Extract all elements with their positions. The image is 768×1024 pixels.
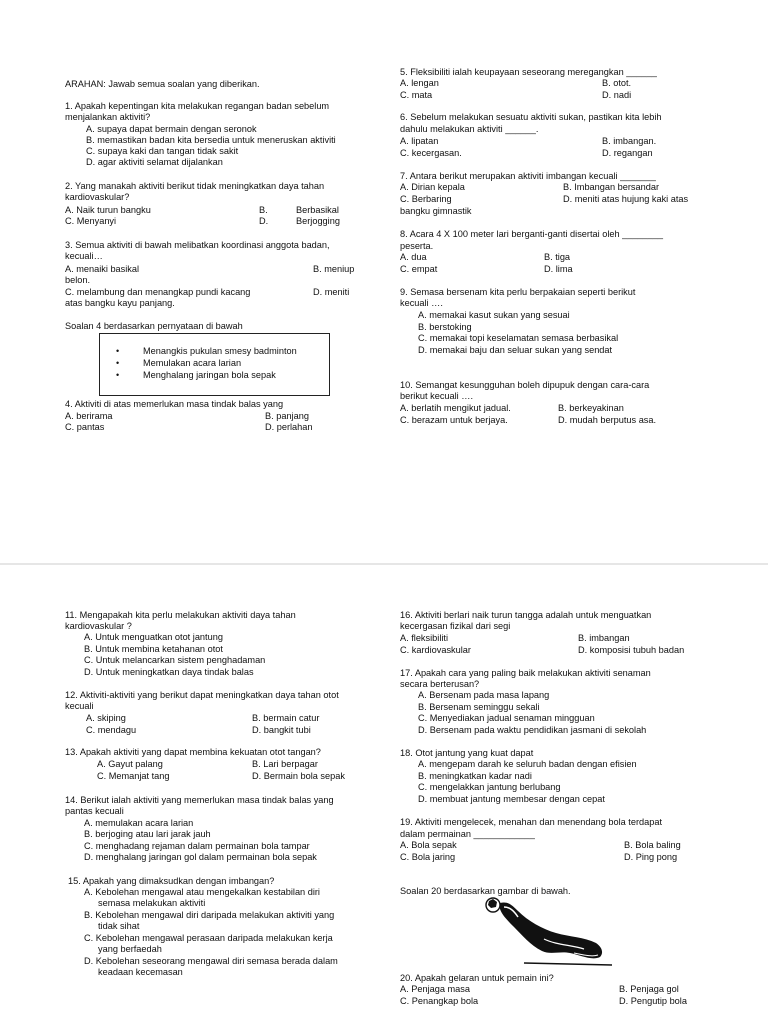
option-b: B. Untuk membina ketahanan otot	[84, 644, 223, 654]
statement-item: Menangkis pukulan smesy badminton	[143, 346, 297, 356]
option-c: C. pantas	[65, 422, 105, 432]
question-stem: kardiovaskular ?	[65, 621, 132, 631]
question-stem: 2. Yang manakah aktiviti berikut tidak meningkatkan daya tahan	[65, 181, 325, 191]
option-a: A. Bola sepak	[400, 840, 457, 850]
option-d: D. komposisi tubuh badan	[578, 645, 685, 655]
question-stem: berikut kecuali ….	[400, 391, 474, 401]
option-a: A. dua	[400, 252, 427, 262]
page-separator	[0, 563, 768, 565]
bullet: •	[116, 346, 120, 356]
option-c: C. melambung dan menangkap pundi kacang	[65, 287, 251, 297]
question-stem: 20. Apakah gelaran untuk pemain ini?	[400, 973, 554, 983]
option-d: D. menghalang jaringan gol dalam permainan bola sepak	[84, 852, 317, 862]
question-stem: 4. Aktiviti di atas memerlukan masa tindak balas yang	[65, 399, 284, 409]
option-d: D. bangkit tubi	[252, 725, 311, 735]
option-b: Berbasikal	[296, 205, 339, 215]
question-stem: 17. Apakah cara yang paling baik melakukan aktiviti senaman	[400, 668, 651, 678]
option-d: D. Untuk meningkatkan daya tindak balas	[84, 667, 254, 677]
question-stem: kecuali…	[65, 251, 103, 261]
option-d: Berjogging	[296, 216, 340, 226]
option-a: A. menaiki basikal	[65, 264, 140, 274]
option-c: C. mata	[400, 90, 433, 100]
option-c: C. Menyanyi	[65, 216, 117, 226]
question-stem: 16. Aktiviti berlari naik turun tangga adalah untuk menguatkan	[400, 610, 652, 620]
option-b: B. Kebolehan mengawal diri daripada melakukan aktiviti yang	[84, 910, 335, 920]
option-a: A. Dirian kepala	[400, 182, 465, 192]
question-stem: kardiovaskular?	[65, 192, 130, 202]
option-c: C. empat	[400, 264, 438, 274]
option-b: B. bermain catur	[252, 713, 320, 723]
option-d-letter: D.	[259, 216, 269, 226]
option-d: D. regangan	[602, 148, 653, 158]
question-stem: dahulu melakukan aktiviti ______.	[400, 124, 539, 134]
statement-item: Memulakan acara larian	[143, 358, 242, 368]
option-d: D. memakai baju dan seluar sukan yang sendat	[418, 345, 613, 355]
option-b-letter: B.	[259, 205, 268, 215]
option-a: A. fleksibiliti	[400, 633, 448, 643]
option-d: D. Kebolehan seseorang mengawal diri semasa berada dalam	[84, 956, 338, 966]
option-b-continued: belon.	[65, 275, 91, 285]
option-b: B. berjoging atau lari jarak jauh	[84, 829, 211, 839]
option-c: C. Untuk melancarkan sistem penghadaman	[84, 655, 266, 665]
option-a: A. lengan	[400, 78, 439, 88]
option-c: C. menghadang rejaman dalam permainan bola tampar	[84, 841, 310, 851]
option-d: D. perlahan	[265, 422, 313, 432]
option-c: C. kecergasan.	[400, 148, 462, 158]
option-d: D. nadi	[602, 90, 632, 100]
option-d: D. Bermain bola sepak	[252, 771, 345, 781]
question-stem: dalam permainan ____________	[400, 829, 535, 839]
option-b: B. imbangan	[578, 633, 630, 643]
option-c: C. mendagu	[86, 725, 137, 735]
question-stem: 3. Semua aktiviti di bawah melibatkan koordinasi anggota badan,	[65, 240, 330, 250]
option-a: A. supaya dapat bermain dengan seronok	[86, 124, 257, 134]
option-c: C. memakai topi keselamatan semasa berbasikal	[418, 333, 619, 343]
question-stem: 14. Berikut ialah aktiviti yang memerlukan masa tindak balas yang	[65, 795, 334, 805]
option-b: B. tiga	[544, 252, 571, 262]
statement-item: Menghalang jaringan bola sepak	[143, 370, 276, 380]
question-stem: menjalankan aktiviti?	[65, 112, 151, 122]
option-a: A. Penjaga masa	[400, 984, 470, 994]
option-d: D. Ping pong	[624, 852, 678, 862]
question-4-intro: Soalan 4 berdasarkan pernyataan di bawah	[65, 321, 243, 331]
question-stem: 18. Otot jantung yang kuat dapat	[400, 748, 534, 758]
goalkeeper-image	[484, 895, 616, 967]
option-a: A. mengepam darah ke seluruh badan dengan efisien	[418, 759, 637, 769]
question-stem: 19. Aktiviti mengelecek, menahan dan menendang bola terdapat	[400, 817, 663, 827]
option-d: D. agar aktiviti selamat dijalankan	[86, 157, 223, 167]
option-d: D. mudah berputus asa.	[558, 415, 657, 425]
option-a: A. Untuk menguatkan otot jantung	[84, 632, 223, 642]
option-d-continued: atas bangku kayu panjang.	[65, 298, 175, 308]
question-stem: kecuali	[65, 701, 94, 711]
question-stem: 10. Semangat kesungguhan boleh dipupuk dengan cara-cara	[400, 380, 650, 390]
instructions: ARAHAN: Jawab semua soalan yang diberikan.	[65, 79, 260, 89]
option-b: B. Bola baling	[624, 840, 681, 850]
option-d: D. lima	[544, 264, 573, 274]
option-c: C. Menyediakan jadual senaman mingguan	[418, 713, 595, 723]
option-b: B. meniup	[313, 264, 355, 274]
option-a: A. Gayut palang	[97, 759, 163, 769]
option-a: A. berirama	[65, 411, 113, 421]
option-a-continued: semasa melakukan aktiviti	[98, 898, 206, 908]
option-d: D. Bersenam pada waktu pendidikan jasmani di sekolah	[418, 725, 647, 735]
option-b: B. memastikan badan kita bersedia untuk meneruskan aktiviti	[86, 135, 336, 145]
ground-line	[524, 963, 612, 965]
option-a: A. skiping	[86, 713, 126, 723]
question-stem: 7. Antara berikut merupakan aktiviti imbangan kecuali _______	[400, 171, 656, 181]
option-d-continued: bangku gimnastik	[400, 206, 472, 216]
question-stem: secara berterusan?	[400, 679, 480, 689]
option-c: C. mengelakkan jantung berlubang	[418, 782, 561, 792]
option-d: D. meniti	[313, 287, 350, 297]
option-d: D. Pengutip bola	[619, 996, 687, 1006]
option-c: C. Memanjat tang	[97, 771, 170, 781]
option-d-continued: keadaan kecemasan	[98, 967, 183, 977]
option-b: B. panjang	[265, 411, 309, 421]
option-a: A. Kebolehan mengawal atau mengekalkan kestabilan diri	[84, 887, 320, 897]
option-b: B. meningkatkan kadar nadi	[418, 771, 532, 781]
option-b: B. Imbangan bersandar	[563, 182, 660, 192]
option-a: A. lipatan	[400, 136, 439, 146]
option-c: C. kardiovaskular	[400, 645, 471, 655]
option-c: C. Kebolehan mengawal perasaan daripada melakukan kerja	[84, 933, 333, 943]
option-a: A. berlatih mengikut jadual.	[400, 403, 511, 413]
question-stem: kecergasan fizikal dari segi	[400, 621, 511, 631]
bullet: •	[116, 370, 120, 380]
option-b: B. Lari berpagar	[252, 759, 318, 769]
question-stem: 1. Apakah kepentingan kita melakukan regangan badan sebelum	[65, 101, 330, 111]
option-c-continued: yang berfaedah	[98, 944, 162, 954]
question-stem: 15. Apakah yang dimaksudkan dengan imbangan?	[68, 876, 275, 886]
question-stem: 9. Semasa bersenam kita perlu berpakaian seperti berikut	[400, 287, 636, 297]
option-b: B. Bersenam seminggu sekali	[418, 702, 540, 712]
question-stem: peserta.	[400, 241, 434, 251]
question-stem: 5. Fleksibiliti ialah keupayaan seseorang meregangkan ______	[400, 67, 657, 77]
option-b: B. berkeyakinan	[558, 403, 624, 413]
option-b: B. otot.	[602, 78, 632, 88]
question-stem: 11. Mengapakah kita perlu melakukan aktiviti daya tahan	[65, 610, 296, 620]
question-20-intro: Soalan 20 berdasarkan gambar di bawah.	[400, 886, 571, 896]
option-a: A. Bersenam pada masa lapang	[418, 690, 550, 700]
goalkeeper-figure	[500, 902, 602, 958]
option-a: A. Naik turun bangku	[65, 205, 151, 215]
question-stem: 6. Sebelum melakukan sesuatu aktiviti sukan, pastikan kita lebih	[400, 112, 662, 122]
bullet: •	[116, 358, 120, 368]
question-stem: pantas kecuali	[65, 806, 124, 816]
option-b: B. berstoking	[418, 322, 472, 332]
option-d: D. membuat jantung membesar dengan cepat	[418, 794, 605, 804]
option-a: A. memakai kasut sukan yang sesuai	[418, 310, 570, 320]
option-c: C. Penangkap bola	[400, 996, 479, 1006]
option-d: D. meniti atas hujung kaki atas	[563, 194, 689, 204]
question-stem: 8. Acara 4 X 100 meter lari berganti-ganti disertai oleh ________	[400, 229, 664, 239]
question-stem: kecuali ….	[400, 298, 443, 308]
option-b: B. Penjaga gol	[619, 984, 679, 994]
option-a: A. memulakan acara larian	[84, 818, 194, 828]
question-stem: 13. Apakah aktiviti yang dapat membina kekuatan otot tangan?	[65, 747, 321, 757]
option-c: C. Bola jaring	[400, 852, 456, 862]
option-b-continued: tidak sihat	[98, 921, 140, 931]
option-c: C. supaya kaki dan tangan tidak sakit	[86, 146, 239, 156]
option-b: B. imbangan.	[602, 136, 657, 146]
option-c: C. berazam untuk berjaya.	[400, 415, 508, 425]
question-stem: 12. Aktiviti-aktiviti yang berikut dapat meningkatkan daya tahan otot	[65, 690, 339, 700]
option-c: C. Berbaring	[400, 194, 452, 204]
